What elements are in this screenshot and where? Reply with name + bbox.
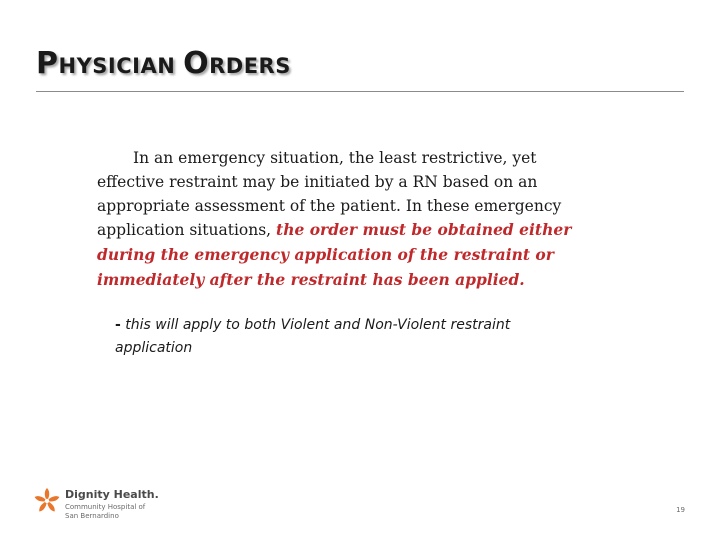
dignity-health-logo (33, 485, 193, 530)
dignity-health-flower-icon (33, 487, 61, 515)
page-number: 19 (676, 506, 685, 514)
title-divider (36, 91, 684, 92)
title-rest-1: HYSICIAN (58, 54, 176, 78)
logo-brand-name: Dignity Health. (65, 488, 159, 501)
paragraph-plain-text: In an emergency situation, the least restrictive, yet effective restraint may be initiated by a RN based on an appropriate assessment of the patient. In these emergency application situations, (97, 149, 562, 240)
title-initial-1: P (36, 46, 59, 81)
logo-hospital-name (65, 503, 185, 521)
logo-sub-line-1: Community Hospital of (65, 503, 146, 511)
note-text: this will apply to both Violent and Non-Violent restraint application (115, 317, 511, 356)
restraint-note (115, 314, 555, 360)
page-title (36, 46, 291, 81)
title-initial-2: O (183, 46, 210, 81)
main-paragraph (97, 147, 602, 293)
logo-sub-line-2: San Bernardino (65, 512, 119, 520)
note-dash: - (115, 317, 121, 333)
title-rest-2: RDERS (209, 54, 291, 78)
paragraph-emphasis-text: the order must be obtained either during the emergency application of the restraint or immediately after the restraint has been applied. (97, 220, 572, 289)
